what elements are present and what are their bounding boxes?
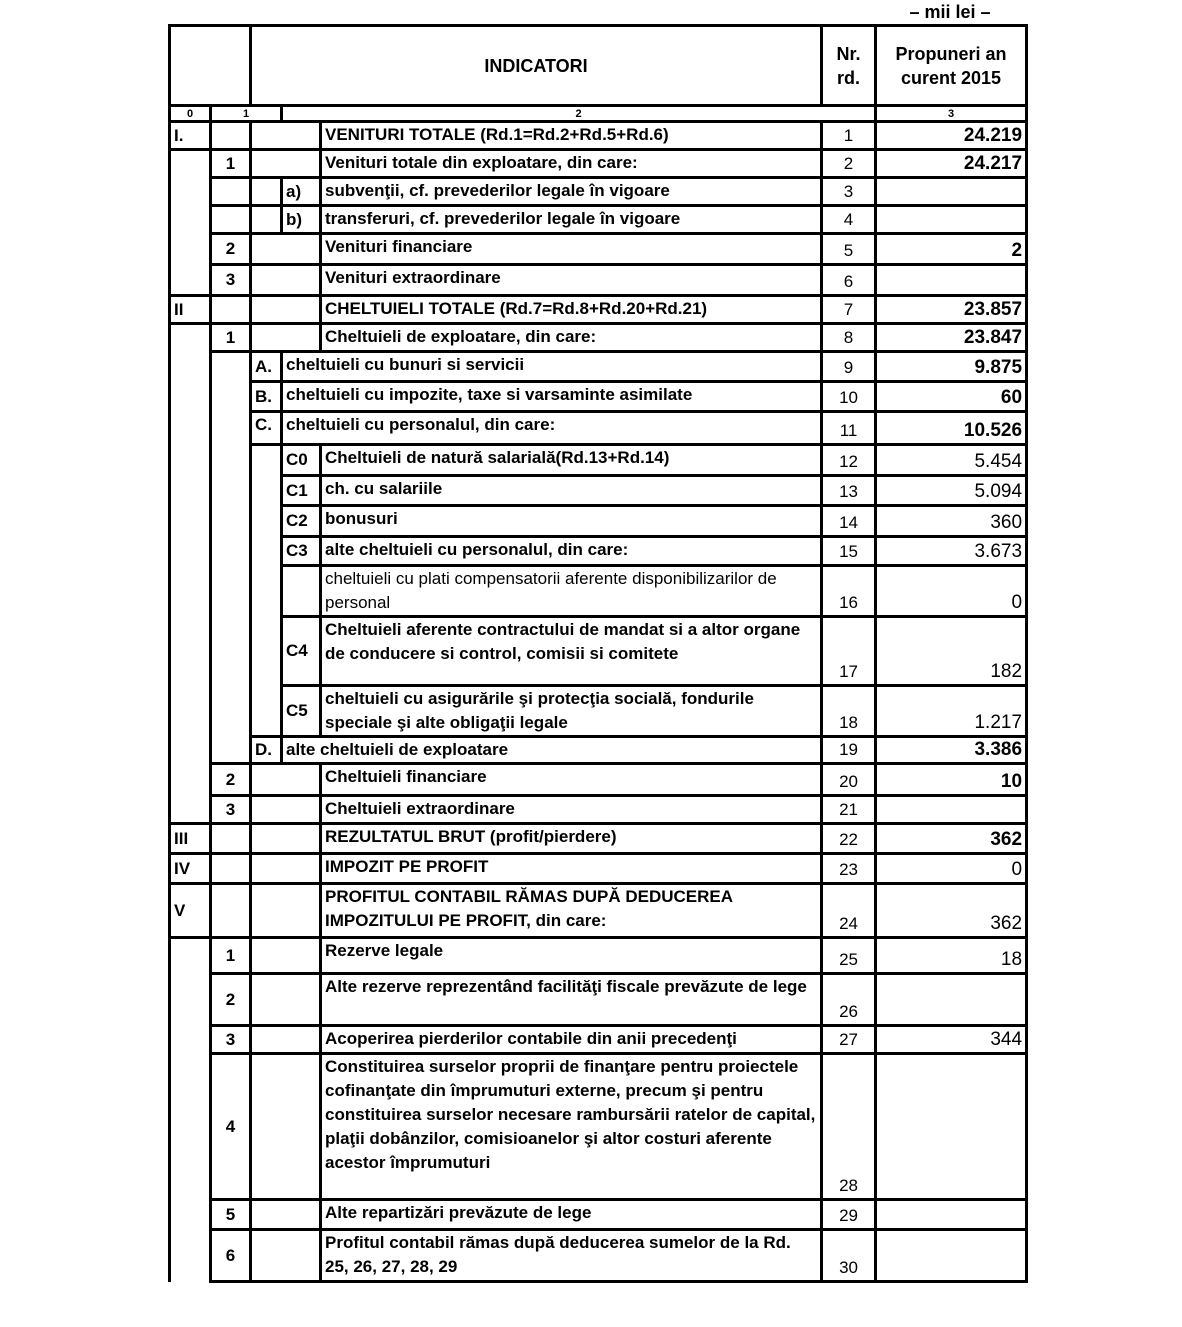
row-value [876,1054,1027,1200]
letter-cell [251,265,321,296]
index-cell: 0 [170,106,211,122]
row-value: 23.847 [876,324,1027,352]
indicator-text: cheltuieli cu asigurările şi protecţia socială, fondurile speciale şi alte obligaţii legale [321,686,822,737]
indicator-text: VENITURI TOTALE (Rd.1=Rd.2+Rd.5+Rd.6) [321,122,822,150]
letter-cell [251,178,282,206]
sub-code-cell: C4 [282,617,321,686]
index-cell: 2 [282,106,876,122]
row-number: 22 [822,824,876,854]
table-row [170,884,1027,938]
num-cell [211,884,251,938]
table-row [170,445,1027,476]
indicator-text: alte cheltuieli cu personalul, din care: [321,537,822,566]
row-value [876,1230,1027,1282]
table-row [170,1054,1027,1200]
indicator-text: Venituri extraordinare [321,265,822,296]
row-value [876,1200,1027,1230]
letter-cell [251,974,321,1026]
indicator-text: Venituri totale din exploatare, din care: [321,150,822,178]
index-row [170,106,1027,122]
num-cell: 6 [211,1230,251,1282]
indicator-text: Constituirea surselor proprii de finanţare pentru proiectele cofinanţate din împrumuturi externe, precum şi pentru constituirea surselor necesare rambursării ratelor de capital, plaţii dobânzilor, comisioanelor şi altor costuri aferente acestor împrumuturi [321,1054,822,1200]
indicator-text: cheltuieli cu plati compensatorii aferente disponibilizarilor de personal [321,566,822,617]
num-cell: 5 [211,1200,251,1230]
row-number: 12 [822,445,876,476]
row-number: 3 [822,178,876,206]
table-row [170,686,1027,737]
letter-cell [251,764,321,796]
row-number: 13 [822,476,876,506]
indicator-text: Profitul contabil rămas după deducerea sumelor de la Rd. 25, 26, 27, 28, 29 [321,1230,822,1282]
num-cell: 3 [211,796,251,824]
row-value: 18 [876,938,1027,974]
indicator-text: Cheltuieli extraordinare [321,796,822,824]
roman-cell [170,324,211,824]
row-value [876,265,1027,296]
indicator-text: PROFITUL CONTABIL RĂMAS DUPĂ DEDUCEREA IMPOZITULUI PE PROFIT, din care: [321,884,822,938]
row-value: 5.094 [876,476,1027,506]
table-row [170,854,1027,884]
indicator-text: Rezerve legale [321,938,822,974]
num-cell: 1 [211,324,251,352]
sub-letter-cell: b) [282,206,321,234]
num-cell [211,296,251,324]
row-value: 344 [876,1026,1027,1054]
row-value: 60 [876,382,1027,412]
indicator-text: bonusuri [321,506,822,537]
table-row [170,764,1027,796]
row-value: 24.219 [876,122,1027,150]
letter-cell [251,938,321,974]
table-row [170,234,1027,265]
table-row [170,537,1027,566]
row-number: 11 [822,412,876,445]
indicator-text: cheltuieli cu personalul, din care: [282,412,822,445]
letter-cell: C. [251,412,282,445]
sub-code-cell: C0 [282,445,321,476]
indicator-text: Cheltuieli financiare [321,764,822,796]
indicator-text: CHELTUIELI TOTALE (Rd.7=Rd.8+Rd.20+Rd.21) [321,296,822,324]
row-number: 5 [822,234,876,265]
indicator-text: Cheltuieli aferente contractului de mandat si a altor organe de conducere si control, comisii si comitete [321,617,822,686]
indicator-text: ch. cu salariile [321,476,822,506]
row-number: 21 [822,796,876,824]
sub-code-cell [282,566,321,617]
table-row [170,737,1027,764]
table-row [170,296,1027,324]
table-row [170,506,1027,537]
row-value [876,206,1027,234]
row-value: 362 [876,824,1027,854]
letter-cell [251,1230,321,1282]
row-number: 2 [822,150,876,178]
row-number: 8 [822,324,876,352]
indicator-text: Alte repartizări prevăzute de lege [321,1200,822,1230]
row-value: 360 [876,506,1027,537]
indicator-text: alte cheltuieli de exploatare [282,737,822,764]
row-value: 24.217 [876,150,1027,178]
letter-cell [251,824,321,854]
roman-cell: II [170,296,211,324]
letter-cell [251,1026,321,1054]
num-cell: 1 [211,938,251,974]
table-row [170,1200,1027,1230]
table-row [170,352,1027,382]
row-value [876,178,1027,206]
letter-cell: B. [251,382,282,412]
header-row [170,26,1027,106]
row-value: 2 [876,234,1027,265]
row-number: 9 [822,352,876,382]
roman-cell: IV [170,854,211,884]
table-row [170,122,1027,150]
row-value: 362 [876,884,1027,938]
letter-cell [251,884,321,938]
indicator-text: cheltuieli cu bunuri si servicii [282,352,822,382]
index-cell: 1 [211,106,282,122]
indicator-text: Alte rezerve reprezentând facilităţi fiscale prevăzute de lege [321,974,822,1026]
roman-cell: III [170,824,211,854]
row-number: 23 [822,854,876,884]
row-number: 26 [822,974,876,1026]
table-row [170,412,1027,445]
letter-cell [251,324,321,352]
table-row [170,324,1027,352]
row-number: 4 [822,206,876,234]
table-row [170,150,1027,178]
indicator-text: IMPOZIT PE PROFIT [321,854,822,884]
row-value: 182 [876,617,1027,686]
row-number: 20 [822,764,876,796]
num-cell [211,854,251,884]
row-number: 7 [822,296,876,324]
header-indicator: INDICATORI [251,26,822,106]
num-cell [211,178,251,206]
header-blank [170,26,251,106]
sub-code-cell: C2 [282,506,321,537]
row-number: 29 [822,1200,876,1230]
num-cell: 2 [211,234,251,265]
indicator-text: Acoperirea pierderilor contabile din anii precedenţi [321,1026,822,1054]
row-value: 10 [876,764,1027,796]
letter-cell [251,206,282,234]
table-row [170,617,1027,686]
row-number: 15 [822,537,876,566]
letter-cell [251,1200,321,1230]
table-row [170,265,1027,296]
table-row [170,476,1027,506]
roman-cell [170,150,211,296]
letter-cell [251,445,282,737]
unit-label: – mii lei – [909,2,991,22]
row-value: 1.217 [876,686,1027,737]
letter-cell [251,122,321,150]
table-row [170,1026,1027,1054]
index-cell: 3 [876,106,1027,122]
letter-cell [251,1054,321,1200]
row-number: 6 [822,265,876,296]
row-value: 3.386 [876,737,1027,764]
indicator-text: cheltuieli cu impozite, taxe si varsaminte asimilate [282,382,822,412]
table-row [170,382,1027,412]
row-value [876,974,1027,1026]
roman-cell [170,938,211,1282]
num-cell: 3 [211,265,251,296]
roman-cell: V [170,884,211,938]
row-number: 30 [822,1230,876,1282]
sub-code-cell: C1 [282,476,321,506]
indicator-text: transferuri, cf. prevederilor legale în vigoare [321,206,822,234]
num-cell [211,352,251,764]
num-cell [211,824,251,854]
letter-cell [251,796,321,824]
indicator-text: subvenţii, cf. prevederilor legale în vigoare [321,178,822,206]
row-value: 10.526 [876,412,1027,445]
row-value: 5.454 [876,445,1027,476]
row-number: 14 [822,506,876,537]
row-number: 27 [822,1026,876,1054]
row-value [876,796,1027,824]
indicator-text: Cheltuieli de exploatare, din care: [321,324,822,352]
letter-cell [251,296,321,324]
letter-cell [251,234,321,265]
table-row [170,206,1027,234]
table-row [170,1230,1027,1282]
table-row [170,938,1027,974]
row-number: 10 [822,382,876,412]
letter-cell [251,150,321,178]
roman-cell: I. [170,122,211,150]
row-number: 25 [822,938,876,974]
table-row [170,974,1027,1026]
num-cell: 4 [211,1054,251,1200]
row-number: 18 [822,686,876,737]
row-value: 0 [876,566,1027,617]
row-number: 16 [822,566,876,617]
row-number: 19 [822,737,876,764]
sub-code-cell: C5 [282,686,321,737]
sub-code-cell: C3 [282,537,321,566]
table-row [170,178,1027,206]
table-row [170,796,1027,824]
letter-cell: A. [251,352,282,382]
sub-letter-cell: a) [282,178,321,206]
num-cell: 2 [211,974,251,1026]
indicator-text: REZULTATUL BRUT (profit/pierdere) [321,824,822,854]
row-value: 9.875 [876,352,1027,382]
row-number: 24 [822,884,876,938]
header-value: Propuneri an curent 2015 [876,26,1027,106]
num-cell: 3 [211,1026,251,1054]
row-value: 23.857 [876,296,1027,324]
row-value: 0 [876,854,1027,884]
num-cell [211,122,251,150]
table-row [170,566,1027,617]
header-nr: Nr. rd. [822,26,876,106]
num-cell: 1 [211,150,251,178]
budget-table [168,24,1028,1283]
row-value: 3.673 [876,537,1027,566]
num-cell [211,206,251,234]
indicator-text: Venituri financiare [321,234,822,265]
table-row [170,824,1027,854]
num-cell: 2 [211,764,251,796]
row-number: 17 [822,617,876,686]
row-number: 1 [822,122,876,150]
letter-cell [251,854,321,884]
row-number: 28 [822,1054,876,1200]
letter-cell: D. [251,737,282,764]
indicator-text: Cheltuieli de natură salarială(Rd.13+Rd.14) [321,445,822,476]
